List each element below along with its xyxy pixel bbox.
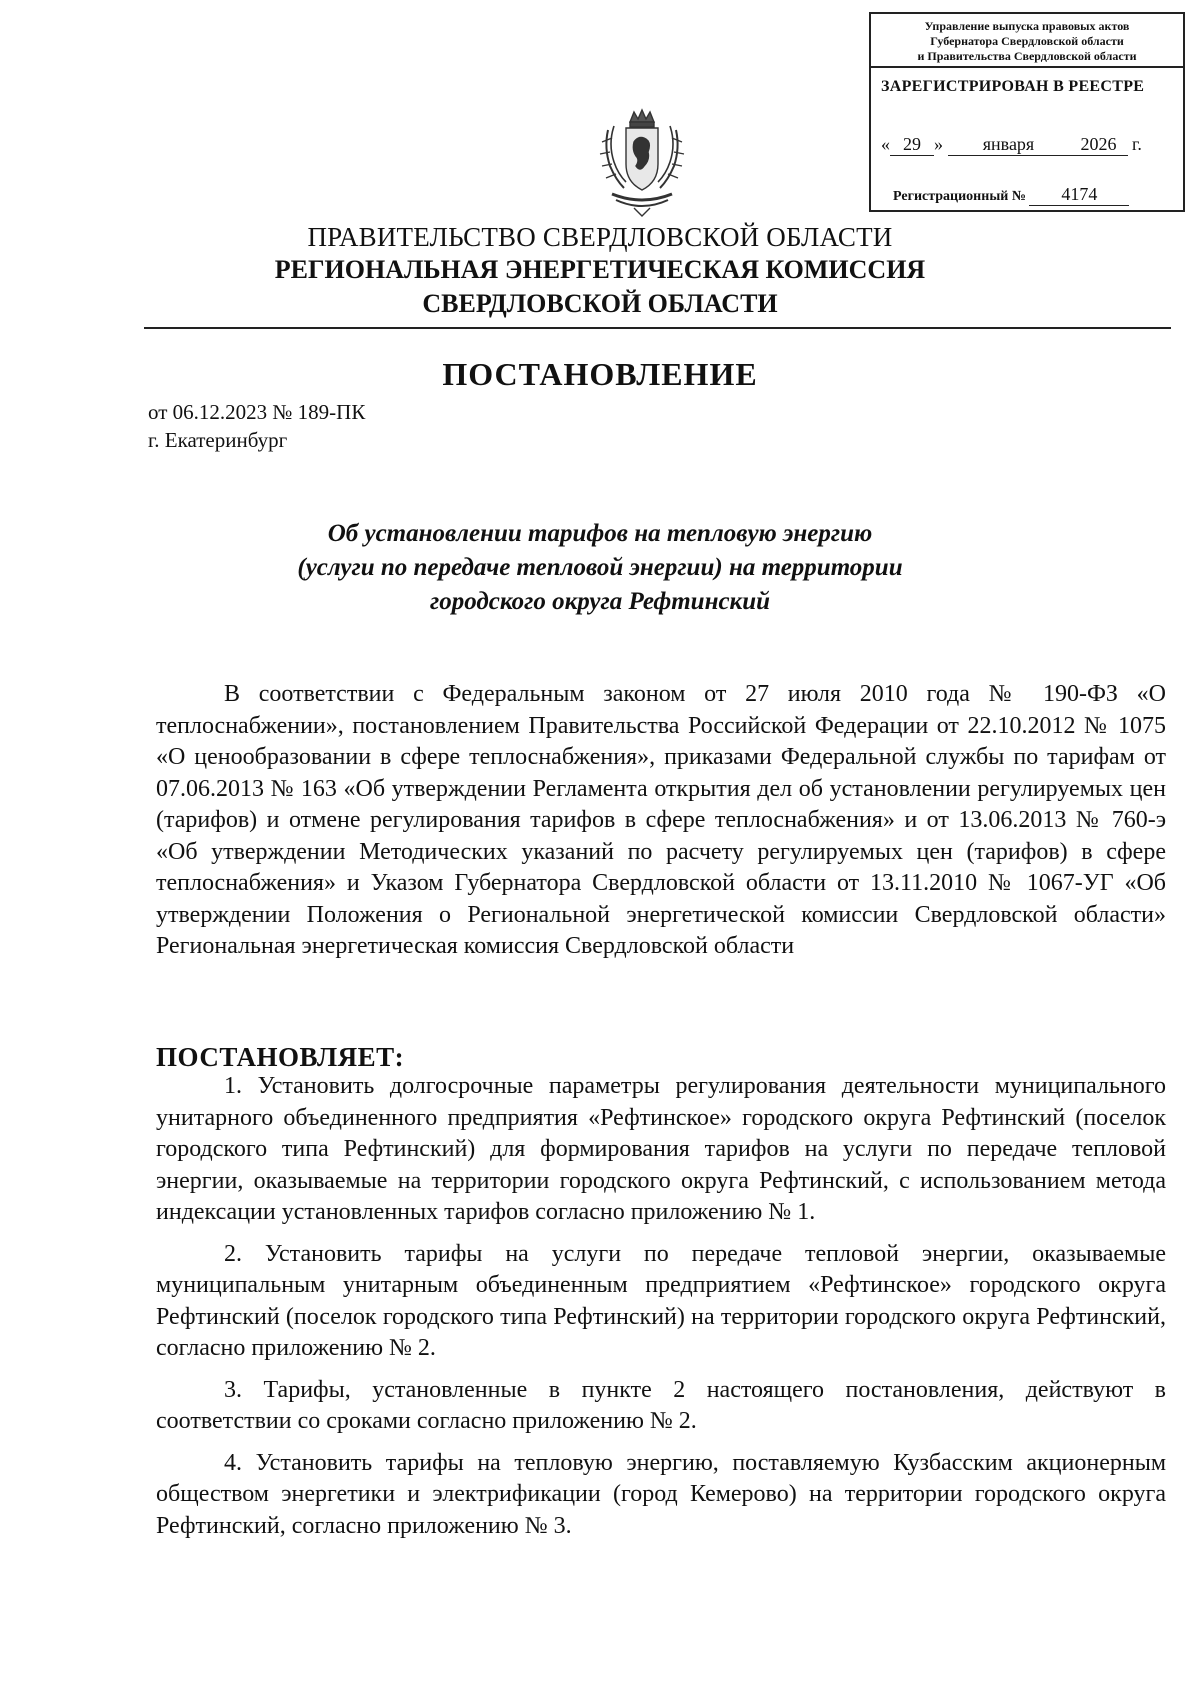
decree-item: 1. Установить долгосрочные параметры регулирования деятельности муниципального унитарного объединенного предприятия «Рефтинское» городского округа Рефтинский (поселок городского типа Рефтинский) для формирования тарифов на услуги по передаче тепловой энергии, оказываемые на территории городского округа Рефтинский, с использованием метода индексации установленных тарифов согласно приложению № 1. (156, 1073, 1166, 1225)
stamp-year: 2026 (1070, 134, 1128, 156)
stamp-date (881, 134, 1142, 156)
title-line: Об установлении тарифов на тепловую энергию (327, 520, 873, 547)
stamp-reg-number-value: 4174 (1029, 184, 1129, 206)
title-line: (услуги по передаче тепловой энергии) на территории (297, 554, 903, 581)
registration-stamp (869, 12, 1185, 212)
document-type: ПОСТАНОВЛЕНИЕ (442, 356, 758, 392)
stamp-day: 29 (890, 134, 934, 156)
decree-item: 4. Установить тарифы на тепловую энергию, поставляемую Кузбасским акционерным обществом энергетики и электрификации (город Кемерово) на территории городского округа Рефтинский, согласно приложению № 3. (156, 1449, 1166, 1539)
commission-name-line2: СВЕРДЛОВСКОЙ ОБЛАСТИ (422, 289, 778, 318)
decree-items (156, 1071, 1166, 1542)
document-title (0, 517, 1200, 619)
stamp-open-quote: « (881, 134, 890, 154)
commission-name-line1: РЕГИОНАЛЬНАЯ ЭНЕРГЕТИЧЕСКАЯ КОМИССИЯ (274, 255, 926, 284)
document-date-number: от 06.12.2023 № 189-ПК (148, 400, 366, 424)
stamp-close-quote: » (934, 134, 943, 154)
decree-item: 3. Тарифы, установленные в пункте 2 настоящего постановления, действуют в соответствии со сроками согласно приложению № 2. (156, 1376, 1166, 1434)
stamp-registered-label: ЗАРЕГИСТРИРОВАН В РЕЕСТРЕ (881, 78, 1145, 95)
stamp-year-suffix: г. (1132, 134, 1142, 154)
preamble (156, 679, 1166, 963)
title-line: городского округа Рефтинский (429, 588, 771, 615)
stamp-header-line: и Правительства Свердловской области (917, 49, 1137, 63)
stamp-month: января (948, 134, 1070, 156)
coat-of-arms-icon (586, 108, 698, 220)
decree-word: ПОСТАНОВЛЯЕТ: (156, 1042, 405, 1072)
header-divider (144, 327, 1171, 329)
decree-item: 2. Установить тарифы на услуги по передаче тепловой энергии, оказываемые муниципальным унитарным объединенным предприятием «Рефтинское» городского округа Рефтинский (поселок городского типа Рефтинский) на территории городского округа Рефтинский, согласно приложению № 2. (156, 1240, 1166, 1361)
preamble-text: В соответствии с Федеральным законом от 27 июля 2010 года № 190-ФЗ «О теплоснабжении», постановлением Правительства Российской Федерации от 22.10.2012 № 1075 «О ценообразовании в сфере теплоснабжения», приказами Федеральной службы по тарифам от 07.06.2013 № 163 «Об утверждении Регламента открытия дел об установлении регулируемых цен (тарифов) и отмене регулирования тарифов в сфере теплоснабжения» и от 13.06.2013 № 760-э «Об утверждении Методических указаний по расчету регулируемых цен (тарифов) в сфере теплоснабжения» и Указом Губернатора Свердловской области от 13.11.2010 № 1067-УГ «Об утверждении Положения о Региональной энергетической комиссии Свердловской области» Региональная энергетическая комиссия Свердловской области (156, 681, 1166, 959)
stamp-header-line: Управление выпуска правовых актов (924, 19, 1130, 33)
stamp-reg-number (893, 184, 1129, 206)
stamp-reg-number-label: Регистрационный № (893, 189, 1026, 204)
stamp-header (871, 14, 1183, 68)
document-city: г. Екатеринбург (148, 428, 288, 452)
stamp-header-line: Губернатора Свердловской области (930, 34, 1124, 48)
government-name: ПРАВИТЕЛЬСТВО СВЕРДЛОВСКОЙ ОБЛАСТИ (307, 222, 893, 252)
